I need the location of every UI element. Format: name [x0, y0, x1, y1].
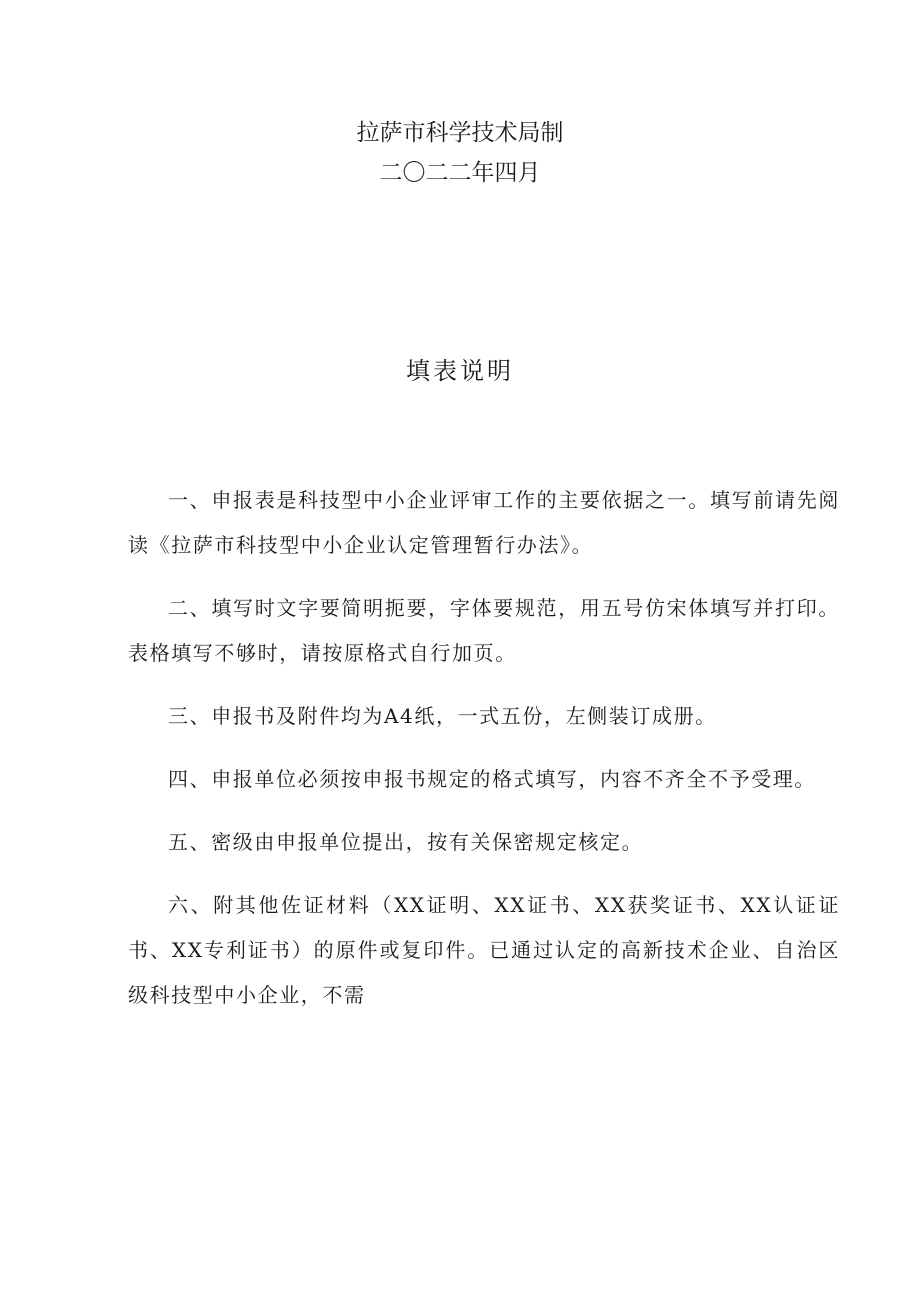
section-title: 填表说明 [406, 357, 514, 385]
instruction-item-2: 二、填写时文字要简明扼要，字体要规范，用五号仿宋体填写并打印。表格填写不够时，请按原格式自行加页。 [128, 596, 840, 665]
issuer-line: 拉萨市科学技术局制 [356, 120, 564, 146]
issue-date: 二〇二二年四月 [379, 160, 541, 186]
instructions-list [128, 478, 840, 1036]
instruction-item-3: 三、申报书及附件均为A4纸，一式五份，左侧装订成册。 [168, 704, 717, 728]
instruction-item-4: 四、申报单位必须按申报书规定的格式填写，内容不齐全不予受理。 [168, 767, 816, 791]
instruction-item-5: 五、密级由申报单位提出，按有关保密规定核定。 [168, 830, 644, 854]
instruction-item-6: 六、附其他佐证材料（XX证明、XX证书、XX获奖证书、XX认证证书、XX专利证书）的原件或复印件。已通过认定的高新技术企业、自治区级科技型中小企业，不需 [128, 893, 840, 1007]
instruction-item-1: 一、申报表是科技型中小企业评审工作的主要依据之一。填写前请先阅读《拉萨市科技型中小企业认定管理暂行办法》。 [128, 488, 840, 557]
